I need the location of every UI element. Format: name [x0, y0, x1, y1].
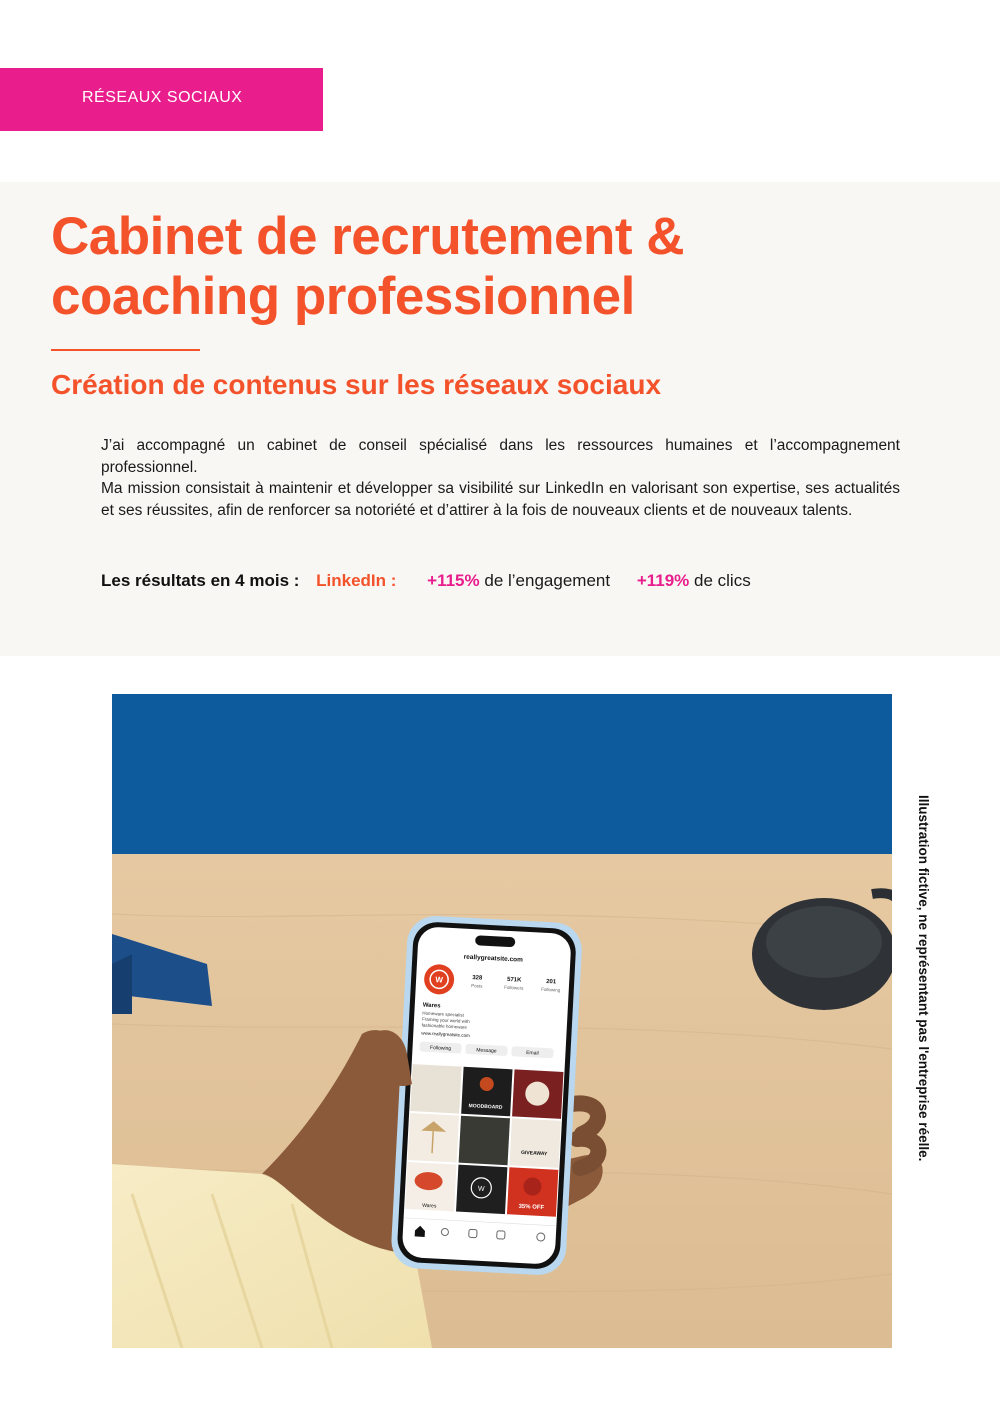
phone-btn-email: Email — [525, 1050, 539, 1057]
svg-text:W: W — [477, 1185, 485, 1194]
phone-following-label: Following — [541, 986, 561, 993]
phone-bio-3: fashionable homeware — [421, 1022, 468, 1030]
page-subtitle: Création de contenus sur les réseaux sociaux — [51, 369, 662, 400]
title-line-2: coaching professionnel — [51, 267, 635, 326]
phone-site: reallygreatsite.com — [463, 953, 524, 964]
description-paragraph-2: Ma mission consistait à maintenir et développer sa visibilité sur LinkedIn en valorisant son expertise, ses actualités et ses réussites, afin de renforcer sa notoriété et d’attirer à la fois de nouveaux clients et de nouveaux talents. — [101, 480, 900, 519]
results-label: Les résultats en 4 mois : — [101, 571, 300, 590]
phone-link: www.reallygreatsite.com — [421, 1030, 470, 1039]
page-title — [51, 207, 951, 327]
hero-section — [0, 182, 1000, 656]
phone-bio-1: Homeware specialist — [422, 1010, 464, 1018]
phone-bio-2: Framing your world with — [421, 1016, 470, 1025]
phone-photo — [112, 694, 892, 1348]
disclaimer-note: Illustration fictive, ne représentant pas l'entreprise réelle. — [916, 795, 931, 1162]
phone-following: 201 — [545, 978, 557, 986]
phone-posts: 328 — [472, 975, 483, 982]
category-tag — [0, 68, 323, 131]
phone-followers-label: Followers — [504, 984, 524, 991]
engagement-stat-text: de l’engagement — [479, 571, 611, 590]
wall-background — [112, 694, 892, 856]
phone-posts-label: Posts — [471, 983, 483, 989]
clicks-stat-text: de clics — [689, 571, 751, 590]
description — [101, 435, 900, 521]
description-paragraph-1: J’ai accompagné un cabinet de conseil spécialisé dans les ressources humaines et l’accompagnement professionnel. — [101, 437, 900, 476]
engagement-stat-value: +115% — [427, 571, 480, 590]
phone-tile-wares: Wares — [421, 1202, 437, 1210]
phone-post-grid — [405, 1064, 563, 1217]
phone-name: Wares — [422, 1002, 441, 1010]
phone — [390, 915, 583, 1277]
clicks-stat-value: +119% — [636, 571, 690, 590]
phone-followers: 571K — [506, 976, 522, 984]
results-line — [101, 571, 751, 591]
svg-text:W: W — [435, 975, 444, 985]
title-line-1: Cabinet de recrutement & — [51, 207, 684, 266]
phone-btn-message: Message — [476, 1047, 497, 1055]
phone-tile-giveaway: GIVEAWAY — [520, 1149, 548, 1158]
category-tag-label: RÉSEAUX SOCIAUX — [82, 89, 243, 106]
results-platform: LinkedIn : — [316, 571, 397, 590]
phone-tile-sale: 35% OFF — [518, 1203, 545, 1212]
phone-btn-following: Following — [429, 1044, 452, 1053]
phone-tile-moodboard: MOODBOARD — [468, 1103, 503, 1111]
title-divider — [51, 349, 200, 351]
